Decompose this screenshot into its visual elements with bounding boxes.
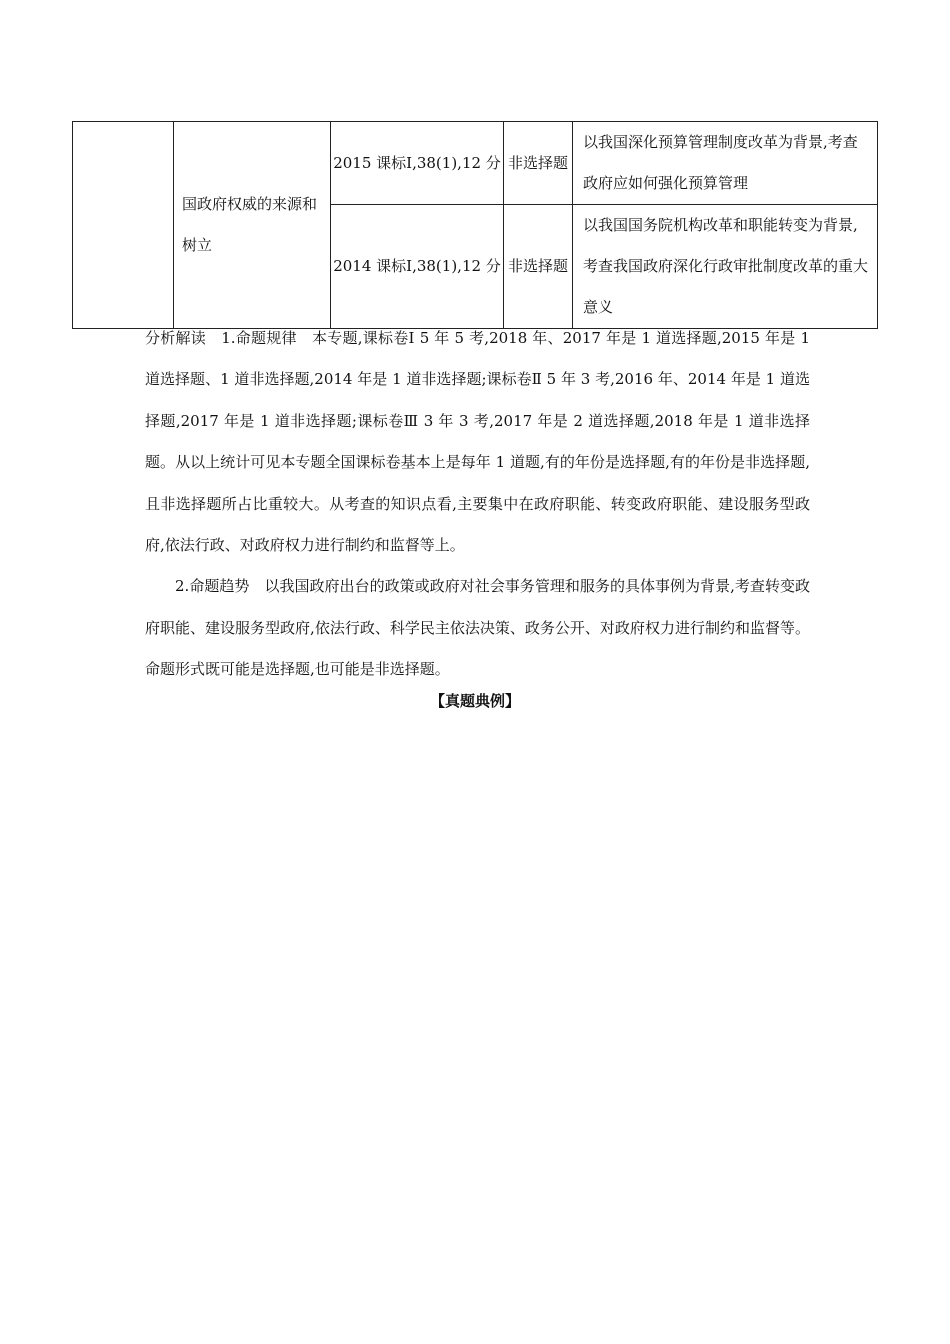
source-cell: 2014 课标Ⅰ,38(1),12 分	[331, 205, 504, 329]
empty-cell	[73, 122, 174, 329]
section-title: 【真题典例】	[429, 692, 520, 710]
description-cell: 以我国国务院机构改革和职能转变为背景,考查我国政府深化行政审批制度改革的重大意义	[573, 205, 878, 329]
type-cell: 非选择题	[504, 205, 573, 329]
topic-cell: 国政府权威的来源和树立	[174, 122, 331, 329]
exam-table	[72, 121, 878, 329]
analysis-paragraph-2: 2.命题趋势 以我国政府出台的政策或政府对社会事务管理和服务的具体事例为背景,考查转变政府职能、建设服务型政府,依法行政、科学民主依法决策、政务公开、对政府权力进行制约和监督等。命题形式既可能是选择题,也可能是非选择题。	[145, 577, 810, 679]
analysis-paragraph-1: 分析解读 1.命题规律 本专题,课标卷Ⅰ 5 年 5 考,2018 年、2017 年是 1 道选择题,2015 年是 1 道选择题、1 道非选择题,2014 年是 1 道非选择题;课标卷Ⅱ 5 年 3 考,2016 年、2014 年是 1 道选择题,2017 年是 1 道非选择题;课标卷Ⅲ 3 年 3 考,2017 年是 2 道选择题,2018 年是 1 道非选择题。从以上统计可见本专题全国课标卷基本上是每年 1 道题,有的年份是选择题,有的年份是非选择题,且非选择题所占比重较大。从考查的知识点看,主要集中在政府职能、转变政府职能、建设服务型政府,依法行政、对政府权力进行制约和监督等上。	[145, 329, 810, 555]
analysis-section	[145, 318, 810, 691]
table-row	[73, 122, 878, 205]
description-cell: 以我国深化预算管理制度改革为背景,考查政府应如何强化预算管理	[573, 122, 878, 205]
type-cell: 非选择题	[504, 122, 573, 205]
source-cell: 2015 课标Ⅰ,38(1),12 分	[331, 122, 504, 205]
